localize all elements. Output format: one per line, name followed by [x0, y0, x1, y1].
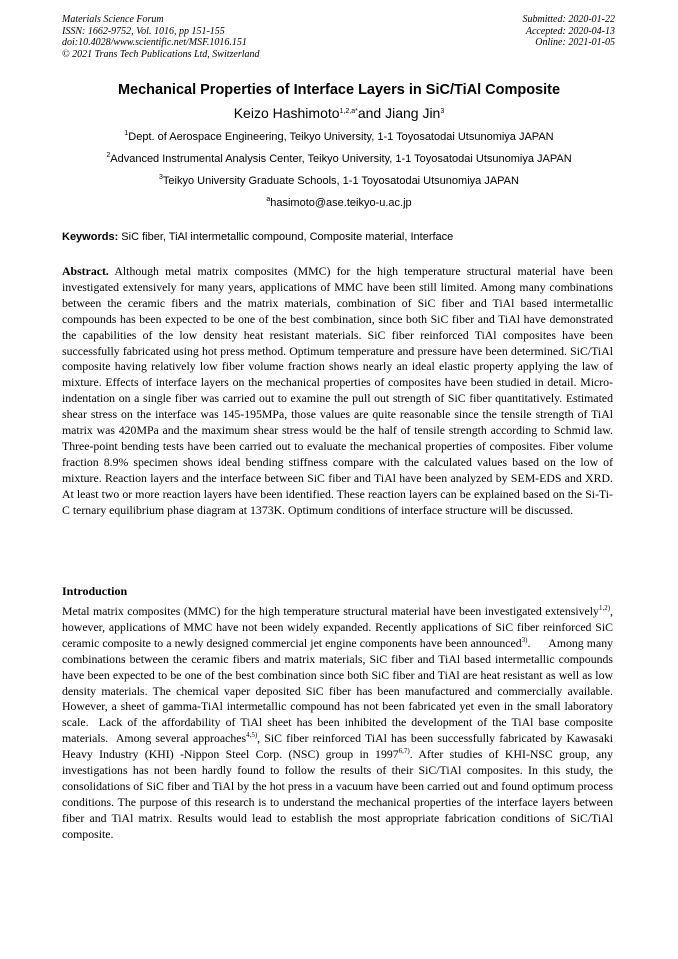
intro-text: . Among many combinations between the ceramic fibers and matrix materials, SiC fiber and TiAl based intermetallic compounds have been expected to be one of the best combination since both SiC fiber and TiAl are heat resistant as well as low density materials. The chemical vaper deposited SiC fiber has been manufactured and commercially available. However, a sheet of gamma-TiAl intermetallic compound has not been fabricated yet even in the small laboratory scale. Lack of the affordability of TiAl sheet has been inhibited the development of the TiAl base composite materials. Among several approaches: [62, 635, 616, 746]
citation-sup: 4,5): [246, 731, 258, 740]
affil-sup: 3: [159, 174, 163, 181]
affiliation-2: [40, 153, 638, 166]
intro-text: , however, applications of MMC have not been widely expanded. Recently applications of SiC fiber reinforced SiC ceramic composite to a newly designed commercial jet engine components have been announced: [62, 604, 613, 650]
author-affil-sup: 1,2,a*: [339, 108, 358, 115]
abstract-label: Abstract.: [62, 264, 109, 278]
affil-sup: 1: [124, 130, 129, 137]
intro-text: Metal matrix composites (MMC) for the high temperature structural material have been investigated extensively: [62, 604, 599, 618]
affiliation-1: [40, 131, 638, 144]
online-date: Online: 2021-01-05: [535, 37, 615, 49]
author-affil-sup: 3: [440, 108, 445, 115]
author-line: [40, 104, 638, 122]
keywords: [62, 231, 622, 244]
affil-text: Teikyo University Graduate Schools, 1-1 Toyosatodai Utsunomiya JAPAN: [162, 175, 519, 187]
email-line: [40, 197, 638, 210]
submitted-date: Submitted: 2020-01-22: [522, 14, 615, 25]
intro-text: , SiC fiber reinforced TiAl has been successfully fabricated by Kawasaki Heavy Industry (KHI) -Nippon Steel Corp. (NSC) group in 1997: [62, 731, 613, 762]
abstract: [62, 264, 613, 519]
paper-title: Mechanical Properties of Interface Layers in SiC/TiAl Composite: [117, 82, 561, 98]
dates-header: [523, 14, 616, 49]
email-address[interactable]: hasimoto@ase.teikyo-u.ac.jp: [270, 197, 412, 209]
intro-text: . After studies of KHI-NSC group, any investigations has not been hardly found to follow the results of their SiC/TiAl composites. In this study, the consolidations of SiC fiber and TiAl by the hot press in a vacuum have been carried out and found optimum process conditions. The purpose of this research is to understand the mechanical properties of the interface layers between fiber and TiAl matrix. Results would lead to establish the most appropriate fabrication conditions of SiC/TiAl composite.: [62, 747, 613, 841]
affiliation-3: [40, 175, 638, 188]
introduction-heading: Introduction: [62, 584, 128, 598]
citation-sup: 6,7): [398, 747, 410, 756]
introduction-paragraph: [62, 604, 616, 843]
citation-sup: 1,2): [598, 604, 611, 612]
journal-issn: ISSN: 1662-9752, Vol. 1016, pp 151-155: [62, 25, 225, 37]
affil-text: Advanced Instrumental Analysis Center, Teikyo University, 1-1 Toyosatodai Utsunomiya JAPAN: [110, 153, 572, 165]
accepted-date: Accepted: 2020-04-13: [525, 25, 615, 37]
doi-line: doi:10.4028/www.scientific.net/MSF.1016.151: [62, 37, 247, 49]
abstract-text: Although metal matrix composites (MMC) for the high temperature structural material have been investigated extensively for many years, applications of MMC have been still limited. Among many combinations between the ceramic fibers and the matrix materials, combination of SiC fiber and TiAl based intermetallic compounds has been expected to be one of the best combination, since both SiC fiber and TiAl have demonstrated the capabilities of the low density heat resistant materials. SiC fiber reinforced TiAl composites have been successfully fabricated using hot press method. Optimum temperature and pressure have been determined. SiC/TiAl composite having relatively low fiber volume fraction shows nearly an ideal elastic property applying the law of mixture. Effects of interface layers on the mechanical properties of composites have been studied in detail. Micro-indentation on a single fiber was carried out to examine the pull out strength of SiC fiber quantitatively. Estimated shear stress on the interface was 145-195MPa, those values are quite reasonable since the tensile strength of TiAl matrix was 420MPa and the maximum shear stress would be the half of tensile strength according to Schmid law. Three-point bending tests have been carried out to evaluate the mechanical properties of composites. Fiber volume fraction 8.9% specimen shows ideal bending stiffness compare with the calculated values based on the low of mixture. Reaction layers and the interface between SiC fiber and TiAl have been analyzed by SEM-EDS and XRD. At least two or more reaction layers have been identified. These reaction layers can be explained based on the Si-Ti-C ternary equilibrium phase diagram at 1373K. Optimum conditions of interface structure will be discussed.: [62, 264, 613, 517]
affil-sup: 2: [106, 152, 111, 159]
author-joiner: and Jiang Jin: [357, 105, 441, 121]
copyright-line: © 2021 Trans Tech Publications Ltd, Switzerland: [62, 48, 260, 60]
affil-text: Dept. of Aerospace Engineering, Teikyo University, 1-1 Toyosatodai Utsunomiya JAPAN: [128, 131, 554, 143]
author-name: Keizo Hashimoto: [233, 105, 340, 121]
email-sup: a: [266, 196, 271, 203]
keywords-label: Keywords:: [62, 231, 119, 243]
journal-header: [62, 14, 260, 60]
keywords-text: SiC fiber, TiAl intermetallic compound, Composite material, Interface: [118, 231, 454, 243]
journal-name: Materials Science Forum: [62, 14, 164, 25]
citation-sup: 3): [521, 635, 528, 644]
